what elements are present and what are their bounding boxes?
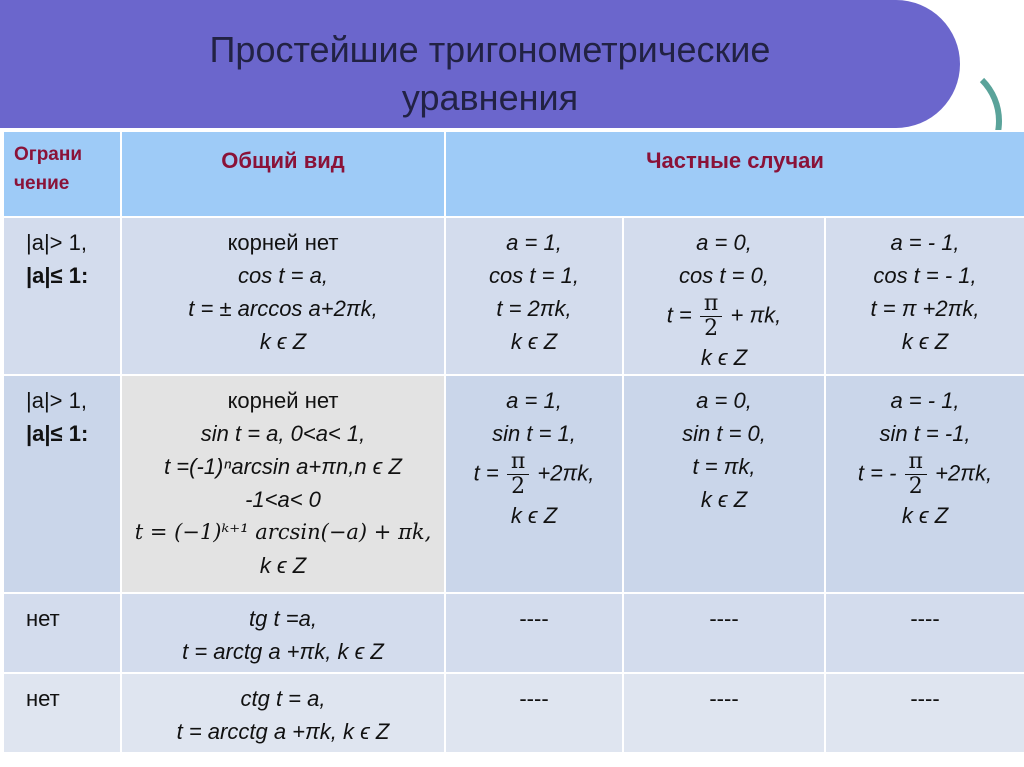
- restriction-gt: |a|> 1,: [26, 388, 87, 413]
- case-a-1: [445, 375, 623, 593]
- case-solution: t = 2πk,: [496, 296, 572, 321]
- case-empty: ----: [445, 673, 623, 753]
- general-form-cell: [121, 593, 445, 673]
- solution: t = arcctg a +πk, k ϵ Z: [176, 719, 390, 744]
- case-value: a = - 1,: [890, 388, 960, 413]
- case-empty: ----: [623, 593, 825, 673]
- restriction-cell: [3, 217, 121, 375]
- case-equation: sin t = 1,: [492, 421, 576, 446]
- case-a-minus-1: [825, 375, 1024, 593]
- solution: t = ± arccos a+2πk,: [188, 296, 378, 321]
- restriction-cell: нет: [3, 593, 121, 673]
- title-banner: [0, 0, 1024, 140]
- case-domain: k ϵ Z: [510, 329, 558, 354]
- equation: cos t = a,: [238, 263, 328, 288]
- case-equation: cos t = 0,: [679, 263, 769, 288]
- case-a-1: [445, 217, 623, 375]
- general-form-cell: [121, 673, 445, 753]
- case-value: a = 0,: [696, 230, 752, 255]
- header-special-cases: Частные случаи: [445, 131, 1024, 217]
- case-value: a = 1,: [506, 388, 562, 413]
- case-domain: k ϵ Z: [700, 487, 748, 512]
- domain: k ϵ Z: [259, 553, 307, 578]
- case-value: a = 1,: [506, 230, 562, 255]
- case-domain: k ϵ Z: [510, 503, 558, 528]
- general-form-cell: [121, 217, 445, 375]
- equation: sin t = a, 0<a< 1,: [200, 421, 366, 446]
- title-line-2: уравнения: [401, 77, 579, 118]
- equations-table: [2, 130, 1024, 754]
- case-domain: k ϵ Z: [901, 503, 949, 528]
- negative-range: -1<a< 0: [245, 487, 321, 512]
- restriction-cell: нет: [3, 673, 121, 753]
- case-value: a = 0,: [696, 388, 752, 413]
- case-domain: k ϵ Z: [901, 329, 949, 354]
- case-equation: sin t = 0,: [682, 421, 766, 446]
- table-row-ctg: [3, 673, 1024, 753]
- case-a-0: [623, 375, 825, 593]
- domain: k ϵ Z: [259, 329, 307, 354]
- solution-negative: t = (−1)ᵏ⁺¹ arcsin(−a) + πk,: [134, 520, 432, 544]
- case-empty: ----: [825, 673, 1024, 753]
- case-a-0: [623, 217, 825, 375]
- case-empty: ----: [445, 593, 623, 673]
- restriction-gt: |a|> 1,: [26, 230, 87, 255]
- slide-title: [130, 26, 850, 122]
- case-a-minus-1: [825, 217, 1024, 375]
- case-domain: k ϵ Z: [700, 345, 748, 370]
- case-empty: ----: [623, 673, 825, 753]
- header-row: [3, 131, 1024, 217]
- case-empty: ----: [825, 593, 1024, 673]
- restriction-le: |a|≤ 1:: [26, 263, 89, 288]
- table-row-tg: [3, 593, 1024, 673]
- no-roots-text: корней нет: [227, 230, 339, 255]
- restriction-cell: [3, 375, 121, 593]
- case-equation: sin t = -1,: [879, 421, 971, 446]
- case-solution: t = $\frac{\pi}{2}$ + πk,: [666, 291, 782, 341]
- no-roots-text: корней нет: [227, 388, 339, 413]
- header-restriction: Ограни чение: [3, 131, 121, 217]
- case-value: a = - 1,: [890, 230, 960, 255]
- case-solution: t = - $\frac{\pi}{2}$ +2πk,: [857, 449, 993, 499]
- general-form-cell: [121, 375, 445, 593]
- restriction-le: |a|≤ 1:: [26, 421, 89, 446]
- case-equation: cos t = - 1,: [873, 263, 977, 288]
- solution-positive: t =(-1)ⁿarcsin a+πn,n ϵ Z: [164, 454, 402, 479]
- case-equation: cos t = 1,: [489, 263, 579, 288]
- header-general-form: Общий вид: [121, 131, 445, 217]
- pi-over-2-fraction: $\frac{\pi}{2}$: [507, 450, 529, 499]
- equation: ctg t = a,: [240, 686, 326, 711]
- case-solution: t = $\frac{\pi}{2}$ +2πk,: [473, 449, 595, 499]
- pi-over-2-fraction: $\frac{\pi}{2}$: [905, 450, 927, 499]
- title-line-1: Простейшие тригонометрические: [209, 29, 771, 70]
- solution: t = arctg a +πk, k ϵ Z: [182, 639, 384, 664]
- case-solution: t = π +2πk,: [870, 296, 980, 321]
- table-row-cos: [3, 217, 1024, 375]
- pi-over-2-fraction: $\frac{\pi}{2}$: [700, 292, 722, 341]
- case-solution: t = πk,: [692, 454, 756, 479]
- equation: tg t =a,: [249, 606, 317, 631]
- table-row-sin: [3, 375, 1024, 593]
